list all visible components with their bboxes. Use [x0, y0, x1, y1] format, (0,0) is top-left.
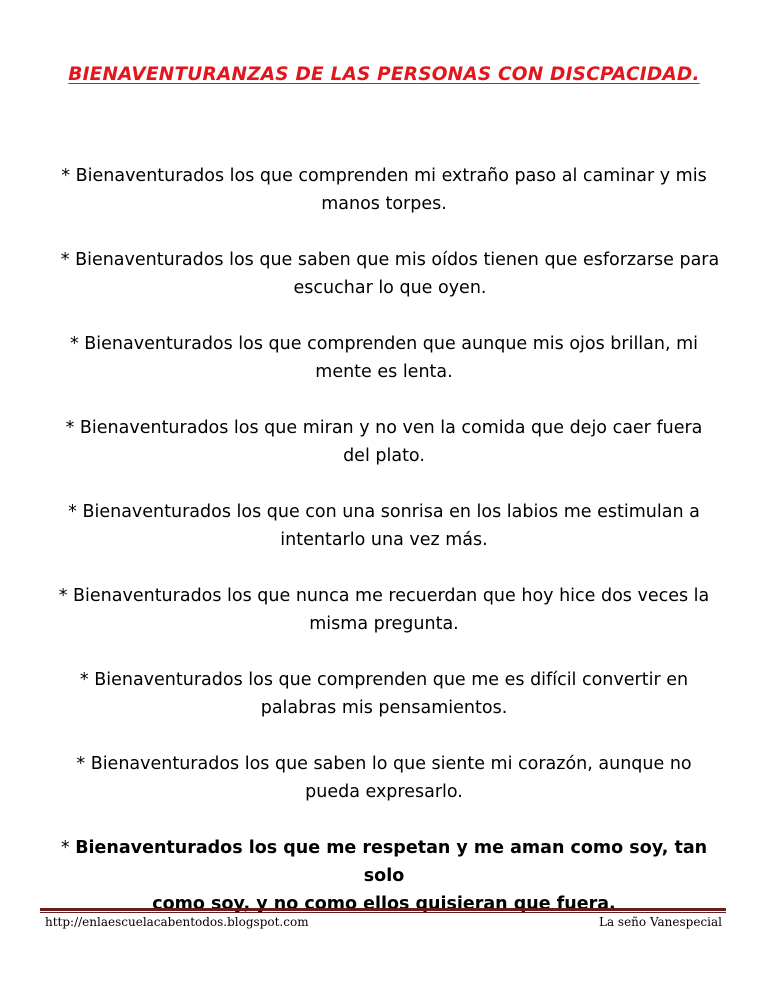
footer-rule-thin [40, 912, 726, 913]
paragraph-6-line-2: misma pregunta. [309, 614, 459, 634]
paragraph-2-line-1: * Bienaventurados los que saben que mis oídos tienen que esforzarse para [60, 250, 720, 270]
paragraph-1 [40, 162, 728, 218]
paragraph-7-line-1: * Bienaventurados los que comprenden que me es difícil convertir en [79, 670, 689, 690]
paragraph-3 [40, 330, 728, 386]
paragraph-6-line-1: * Bienaventurados los que nunca me recuerdan que hoy hice dos veces la [58, 586, 710, 606]
paragraph-8 [40, 750, 728, 806]
paragraph-4 [40, 414, 728, 470]
paragraph-3-line-2: mente es lenta. [315, 362, 453, 382]
paragraph-4-line-2: del plato. [343, 446, 425, 466]
final-paragraph-line-1: Bienaventurados los que me respetan y me aman como soy, tan solo [75, 838, 708, 886]
paragraph-7 [40, 666, 728, 722]
final-paragraph-line-2: como soy, y no como ellos quisieran que fuera. [152, 894, 616, 914]
document-title-text: BIENAVENTURANZAS DE LAS PERSONAS CON DISCPACIDAD. [68, 64, 700, 85]
footer-author: La seño Vanespecial [598, 915, 722, 929]
final-paragraph [40, 834, 728, 918]
footer-rule [40, 908, 726, 911]
paragraph-1-line-1: * Bienaventurados los que comprenden mi extraño paso al caminar y mis [61, 166, 707, 186]
paragraph-1-line-2: manos torpes. [321, 194, 447, 214]
paragraph-3-line-1: * Bienaventurados los que comprenden que aunque mis ojos brillan, mi [69, 334, 699, 354]
paragraph-2-line-2: escuchar lo que oyen. [293, 278, 487, 298]
paragraph-2 [46, 246, 734, 302]
final-paragraph-asterisk: * [60, 838, 76, 858]
paragraph-5-line-1: * Bienaventurados los que con una sonrisa en los labios me estimulan a [68, 502, 700, 522]
paragraph-8-line-1: * Bienaventurados los que saben lo que siente mi corazón, aunque no [76, 754, 692, 774]
paragraph-4-line-1: * Bienaventurados los que miran y no ven la comida que dejo caer fuera [65, 418, 703, 438]
paragraph-6 [40, 582, 728, 638]
footer-url: http://enlaescuelacabentodos.blogspot.com [45, 915, 309, 929]
paragraph-7-line-2: palabras mis pensamientos. [260, 698, 508, 718]
paragraph-8-line-2: pueda expresarlo. [305, 782, 463, 802]
document-title [0, 64, 768, 85]
paragraph-5 [40, 498, 728, 554]
paragraph-5-line-2: intentarlo una vez más. [280, 530, 488, 550]
